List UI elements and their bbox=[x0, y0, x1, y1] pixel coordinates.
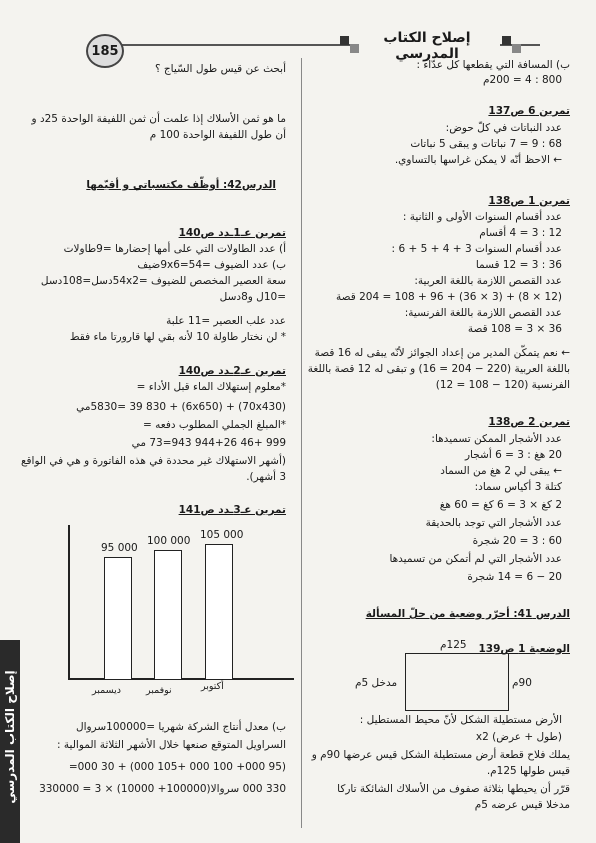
bar-chart bbox=[68, 525, 294, 680]
exercise-heading: تمرين عـ1ـدد ص140 bbox=[178, 227, 286, 239]
right-line: ← الاحظ أنّه لا يمكن غراسها بالتساوي. bbox=[394, 154, 562, 166]
field-width-label: 90م bbox=[512, 677, 532, 689]
right-line: عدد الأشجار التي لم أتمكن من تسميدها bbox=[389, 553, 562, 565]
right-line: مدخلا قيس عرضه 5م bbox=[474, 799, 570, 811]
header-square-3 bbox=[502, 36, 511, 45]
chart-y-axis bbox=[68, 525, 70, 679]
exercise-heading: تمرين 2 ص138 bbox=[488, 416, 570, 428]
right-line: يملك فلاح قطعة أرض مستطيلة الشكل قيس عرضها 90م و bbox=[311, 749, 570, 761]
right-line: (12 × 8) + (3 × 36) + 96 + 108 = 204 قصة bbox=[336, 291, 562, 303]
chart-bar bbox=[154, 550, 182, 680]
left-line: (95 000+ 100 000 +105 000) + 30 000= bbox=[68, 761, 286, 773]
left-line: 330 000 سروالا(100000+ 10000) × 3 = 330000 bbox=[39, 783, 286, 795]
right-line: ← يبقى لي 2 هغ من السماد bbox=[440, 465, 562, 477]
right-line: 20 − 6 = 14 شجرة bbox=[467, 571, 562, 583]
right-line: عدد أقسام السنوات 3 + 4 + 5 + 6 : bbox=[391, 243, 562, 255]
right-line: ← نعم يتمكّن المدير من إعداد الجوائز لأنّه يبقى له 16 قصة bbox=[314, 347, 570, 359]
chart-category-label: أكتوبر bbox=[201, 681, 224, 692]
exercise-heading: تمرين عـ3ـدد ص141 bbox=[178, 504, 286, 516]
chart-bar bbox=[205, 544, 233, 680]
right-line: عدد أقسام السنوات الأولى و الثانية : bbox=[402, 211, 562, 223]
side-banner-text: إصلاح الكتاب المدرسي bbox=[3, 670, 17, 804]
page-number: 185 bbox=[86, 34, 124, 68]
right-line: 12 : 3 = 4 أقسام bbox=[479, 227, 562, 239]
right-line: الأرض مستطيلة الشكل لأنّ محيط المستطيل : bbox=[359, 714, 562, 726]
right-line: 20 هغ : 3 = 6 أشجار bbox=[464, 449, 562, 461]
right-line: الفرنسية (120 − 108 = 12) bbox=[435, 379, 570, 391]
left-line: ب) عدد الضيوف =9x6=54ضيف bbox=[137, 259, 286, 271]
left-line: *المبلغ الجملي المطلوب دفعه = bbox=[143, 419, 286, 431]
chart-data-label: 105 000 bbox=[200, 529, 244, 541]
right-line: ب) المسافة التي يقطعها كل عدّاء : bbox=[416, 59, 570, 71]
right-line: عدد الأشجار الممكن تسميدها: bbox=[431, 433, 562, 445]
chart-data-label: 95 000 bbox=[101, 542, 138, 554]
right-line: كتلة 3 أكياس سماد: bbox=[474, 481, 562, 493]
left-line: 3 أشهر). bbox=[246, 471, 286, 483]
right-line: عدد الأشجار التي توجد بالحديقة bbox=[425, 517, 562, 529]
side-banner bbox=[0, 640, 20, 843]
lesson-heading: الدرس42: أوظّف مكتسباتي و أقيّمها bbox=[86, 179, 276, 191]
field-rectangle bbox=[405, 653, 509, 711]
lesson-heading: الدرس 41: أحرّر وضعية من حلّ المسألة bbox=[365, 608, 570, 620]
situation-heading: الوضعية 1 ص139 bbox=[478, 643, 570, 655]
left-line: أبحث عن قيس طول السّياج ؟ bbox=[154, 63, 286, 75]
right-line: قيس طولها 125م. bbox=[486, 765, 570, 777]
exercise-heading: تمرين عـ2ـدد ص140 bbox=[178, 365, 286, 377]
right-line: قرّر أن يحيطها بثلاثة صفوف من الأسلاك الشائكة تاركا bbox=[337, 783, 570, 795]
header-rule bbox=[120, 44, 352, 46]
exercise-heading: تمرين 6 ص137 bbox=[488, 105, 570, 117]
chart-category-label: نوفمبر bbox=[146, 685, 172, 696]
left-line: السراويل المتوقع صنعها خلال الأشهر الثلاثة الموالية : bbox=[57, 739, 286, 751]
left-line: (أشهر الاستهلاك غير محددة في هذه الفاتورة و هي في الواقع bbox=[20, 455, 286, 467]
left-line: أن طول اللفيفة الواحدة 100 م bbox=[149, 129, 286, 141]
left-line: 999 +46 944+26 943=73 مي bbox=[131, 437, 286, 449]
left-line: ما هو ثمن الأسلاك إذا علمت أن ثمن اللفيفة الواحدة 25د و bbox=[31, 113, 286, 125]
left-line: سعة العصير المخصص للضيوف =54x2دسل=108دسل bbox=[40, 275, 286, 287]
header-square-4 bbox=[512, 44, 521, 53]
left-line: أ) عدد الطاولات التي على أمها إحضارها =9طاولات bbox=[63, 243, 286, 255]
right-line: 36 × 3 = 108 قصة bbox=[467, 323, 562, 335]
left-line: عدد علب العصير =11 علبة bbox=[166, 315, 286, 327]
right-line: 68 : 9 = 7 نباتات و يبقى 5 نباتات bbox=[410, 138, 562, 150]
chart-data-label: 100 000 bbox=[147, 535, 191, 547]
right-line: عدد القصص اللازمة باللغة الفرنسية: bbox=[404, 307, 562, 319]
right-line: 36 : 3 = 12 قسما bbox=[475, 259, 562, 271]
left-line: *معلوم إستهلاك الماء قبل الأداء = bbox=[136, 381, 286, 393]
field-length-label: 125م bbox=[440, 639, 467, 651]
left-line: =10ل و8دسل bbox=[219, 291, 286, 303]
book-header-title: إصلاح الكتاب المدرسي bbox=[383, 30, 471, 62]
right-line: باللغة العربية (220 − 204 = 16) و تبقى له 12 قصة باللغة bbox=[307, 363, 570, 375]
header-square-2 bbox=[350, 44, 359, 53]
right-line: 800 : 4 = 200م bbox=[483, 74, 562, 86]
left-line: (70x430) + (6x650) + 5830= 39 830مي bbox=[76, 401, 286, 413]
chart-category-label: ديسمبر bbox=[92, 685, 121, 696]
header-square-1 bbox=[340, 36, 349, 45]
left-line: ب) معدل أنتاج الشركة شهريا =100000سروال bbox=[75, 721, 286, 733]
column-divider bbox=[301, 58, 302, 828]
right-line: عدد النباتات في كلّ حوض: bbox=[445, 122, 562, 134]
exercise-heading: تمرين 1 ص138 bbox=[488, 195, 570, 207]
left-line: * لن نختار طاولة 10 لأنه بقي لها قارورتا ماء فقط bbox=[69, 331, 286, 343]
right-line: 2 كغ × 3 = 6 كغ = 60 هغ bbox=[439, 499, 562, 511]
chart-bar bbox=[104, 557, 132, 680]
right-line: 60 : 3 = 20 شجرة bbox=[472, 535, 562, 547]
field-entrance-label: مدخل 5م bbox=[355, 677, 398, 689]
right-line: (طول + عرض) x2 bbox=[475, 731, 562, 743]
right-line: عدد القصص اللازمة باللغة العربية: bbox=[414, 275, 562, 287]
